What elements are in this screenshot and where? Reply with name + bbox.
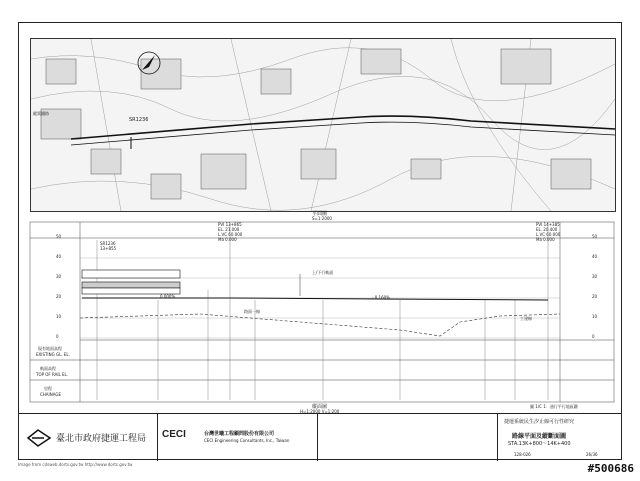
row-existing-zh: 現有地面高程 bbox=[38, 346, 62, 351]
pvi-right-3: L.VC 60.000 bbox=[536, 232, 561, 237]
row-chainage-en: CHAINAGE bbox=[40, 392, 62, 397]
pvi-left-4: Ma 0.000 bbox=[218, 237, 237, 242]
profile-title: 縱面圖 bbox=[312, 404, 328, 410]
drawing-range: STA.13K+800～14K+400 bbox=[508, 441, 571, 447]
axis-value-20: 20 bbox=[56, 294, 62, 299]
profile-scale: H=1:2000 V=1:200 bbox=[300, 409, 340, 414]
axis-value-40-right: 40 bbox=[592, 254, 598, 259]
pvi-left-2: EL. 21.000 bbox=[218, 227, 240, 232]
axis-value-50-right: 50 bbox=[592, 234, 598, 239]
consultant-cell bbox=[158, 414, 318, 461]
plan-station-label: SR1236 bbox=[129, 117, 149, 123]
drawing-number: 128-026 bbox=[514, 452, 531, 457]
row-existing-en: EXISTING GL. EL. bbox=[36, 352, 70, 357]
pvi-right-1: PVI 14+385 bbox=[536, 222, 560, 227]
drawing-cell bbox=[498, 414, 622, 461]
axis-value-0: 0 bbox=[56, 334, 59, 339]
axis-value-30: 30 bbox=[56, 274, 62, 279]
pvi-right-2: EL. 20.400 bbox=[536, 227, 558, 232]
pvi-right-4: Ma 0.000 bbox=[536, 237, 555, 242]
slope-left: 0.000% bbox=[160, 294, 176, 299]
consultant-name-zh: 台灣世曦工程顧問股份有限公司 bbox=[204, 431, 275, 437]
agency-logo-icon bbox=[26, 428, 52, 448]
image-stamp: #500686 bbox=[587, 462, 634, 475]
drawing-title: 路線平面及縱斷面圖 bbox=[512, 433, 567, 440]
project-cell bbox=[318, 414, 498, 461]
axis-value-10-right: 10 bbox=[592, 314, 598, 319]
consultant-logo: CECI bbox=[162, 429, 186, 440]
plan-road-label-1: 縱貫鐵路 bbox=[33, 111, 49, 116]
pvi-left-1: PVI 13+865 bbox=[218, 222, 242, 227]
axis-value-20-right: 20 bbox=[592, 294, 598, 299]
axis-value-40: 40 bbox=[56, 254, 62, 259]
title-block bbox=[18, 413, 622, 461]
consultant-name-en: CECI Engineering Consultants, Inc., Taiwan bbox=[204, 438, 290, 443]
row-rail-zh: 軌面高程 bbox=[40, 366, 56, 371]
row-chainage-zh: 里程 bbox=[44, 386, 52, 391]
agency-name: 臺北市政府捷運工程局 bbox=[56, 434, 147, 444]
row-rail-en: TOP OF RAIL EL. bbox=[36, 372, 69, 377]
axis-value-10: 10 bbox=[56, 314, 62, 319]
project-name: 捷運系統民生汐止線可行性研究 bbox=[504, 419, 575, 425]
label-ground: 路面一線 bbox=[244, 309, 260, 314]
slope-mid: - 0.160% bbox=[372, 295, 390, 300]
footer-text: Image from cdsweb.dorts.gov.tw http://www.dorts.gov.tw bbox=[18, 462, 133, 467]
axis-value-0-right: 0 bbox=[592, 334, 595, 339]
agency-cell bbox=[18, 414, 158, 461]
station-tag-name: SR1236 bbox=[100, 241, 116, 246]
plan-title: 平面圖 bbox=[312, 211, 328, 217]
axis-value-50: 50 bbox=[56, 234, 62, 239]
station-tag-chainage: 13+855 bbox=[100, 246, 117, 251]
sheet-number: 26/36 bbox=[586, 452, 598, 457]
plan-scale: S=1:2000 bbox=[312, 216, 332, 221]
profile-legend: 圖 1/C 1：通行平行地區鐵 bbox=[530, 404, 578, 409]
label-right: 工建線 bbox=[520, 316, 532, 321]
axis-value-30-right: 30 bbox=[592, 274, 598, 279]
pvi-left-3: L.VC 60.000 bbox=[218, 232, 243, 237]
annotation-rail: 上/下行軌面 bbox=[312, 270, 334, 275]
